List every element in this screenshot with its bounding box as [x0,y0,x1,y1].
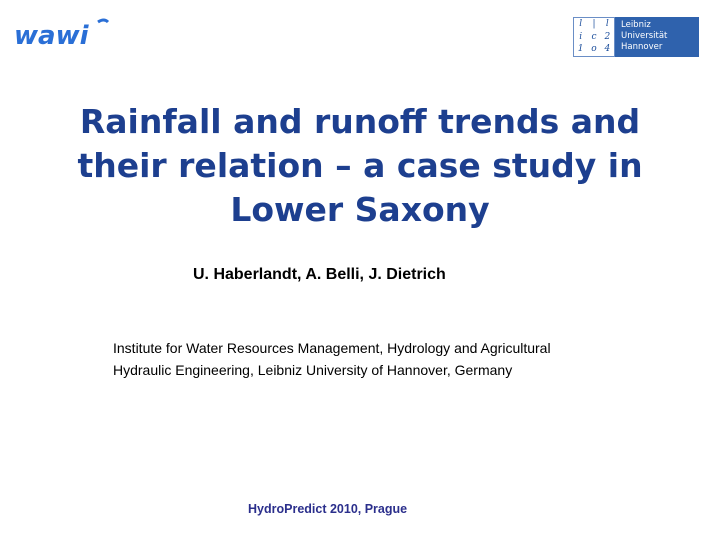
luh-mark-glyph: 4 [604,44,611,55]
slide-title [20,100,700,232]
luh-mark-glyph: 2 [604,31,611,42]
luh-name-line: Leibniz [621,20,651,30]
wawi-logo-swoosh [98,20,108,22]
wawi-logo [12,18,112,50]
luh-mark-icon [573,17,615,57]
luh-mark-glyph: o [591,44,597,55]
luh-mark-glyph: c [591,31,597,42]
luh-mark-glyph: i [579,31,583,42]
conference-footer: HydroPredict 2010, Prague [248,502,408,516]
authors: U. Haberlandt, A. Belli, J. Dietrich [193,266,446,283]
slide-title-line: Rainfall and runoff trends and [79,102,641,141]
institute-line: Hydraulic Engineering, Leibniz University of Hannover, Germany [113,362,513,378]
luh-name-line: Hannover [621,42,663,52]
luh-mark-glyph: 1 [577,44,584,55]
luh-mark-glyph: l [605,19,609,29]
wawi-logo-icon [12,18,112,50]
leibniz-university-logo [573,17,699,57]
luh-name-block [615,17,699,57]
luh-mark-glyph: l [579,19,583,29]
luh-name-line: Universität [621,31,668,41]
luh-mark-glyph: | [592,19,596,29]
institute-affiliation [113,337,551,381]
institute-line: Institute for Water Resources Management, Hydrology and Agricultural [113,340,551,356]
wawi-logo-text: wawi [14,21,89,50]
slide-title-line: their relation – a case study in [77,146,643,185]
slide-title-line: Lower Saxony [230,190,490,229]
